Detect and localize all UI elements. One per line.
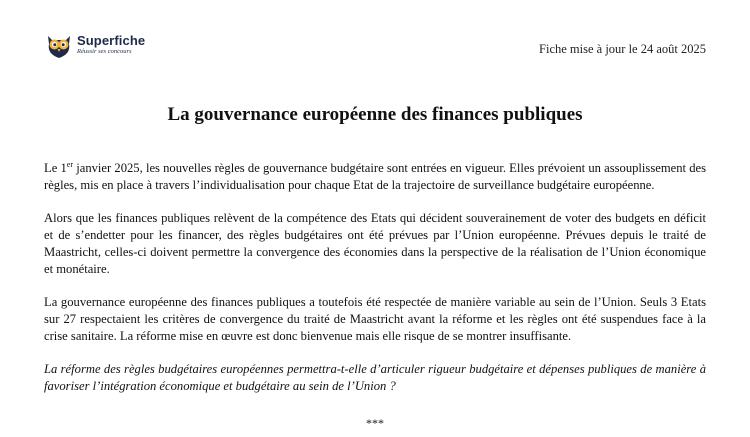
problematic-question: La réforme des règles budgétaires européennes permettra-t-elle d’articuler rigueur budgétaire et dépenses publiques de manière à favoriser l’intégration économique et budgétaire au sein de l’Union ? <box>44 362 706 393</box>
paragraph-intro <box>44 160 706 194</box>
paragraph-intro-prefix: Le 1 <box>44 161 67 175</box>
page-title: La gouvernance européenne des finances publiques <box>167 104 583 125</box>
section-separator: *** <box>366 416 384 430</box>
owl-icon <box>44 30 74 60</box>
document-body <box>44 160 706 432</box>
brand-tagline: Réussir ses concours <box>77 48 132 56</box>
paragraph-context: Alors que les finances publiques relèvent de la compétence des Etats qui décident souverainement de voter des budgets en déficit et de s’endetter pour les financer, des règles budgétaires ont été prévues par l’Union européenne. Prévues depuis le traité de Maastricht, celles-ci doivent permettre la convergence des économies dans la perspective de la réalisation de l’Union économique et monétaire. <box>44 211 706 276</box>
paragraph-assessment: La gouvernance européenne des finances publiques a toutefois été respectée de manière variable au sein de l’Union. Seuls 3 Etats sur 27 respectaient les critères de convergence du traité de Maastricht avant la réforme et les règles ont été suspendues face à la crise sanitaire. La réforme mise en œuvre est donc bienvenue mais elle risque de se montrer insuffisante. <box>44 295 706 343</box>
brand-name: Superfiche <box>77 33 146 49</box>
ordinal-superscript: er <box>66 160 74 169</box>
update-date: Fiche mise à jour le 24 août 2025 <box>539 42 706 56</box>
brand-text <box>77 34 145 56</box>
superfiche-logo[interactable] <box>44 30 145 60</box>
page-header <box>44 30 706 66</box>
paragraph-intro-text: janvier 2025, les nouvelles règles de gouvernance budgétaire sont entrées en vigueur. Elles prévoient un assouplissement des règles, mis en place à travers l’individualisation pour chaque Etat de la trajectoire de surveillance budgétaire européenne. <box>44 161 706 192</box>
